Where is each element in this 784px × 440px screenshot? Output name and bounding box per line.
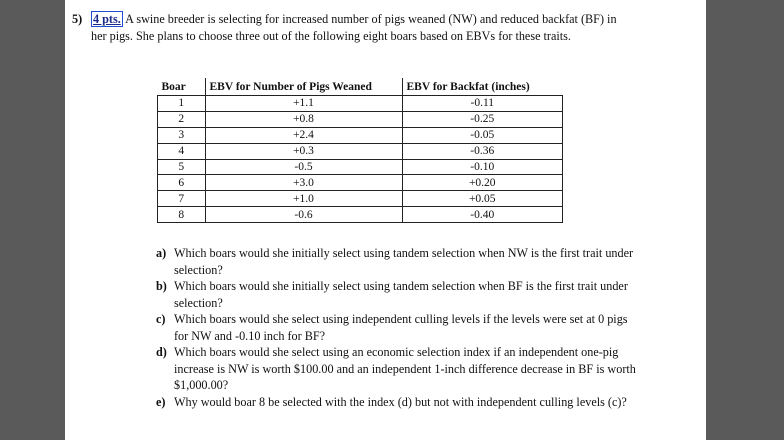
cell-boar: 6: [158, 175, 206, 191]
cell-ebv-bf: +0.05: [402, 191, 563, 207]
table-row: [158, 191, 563, 207]
cell-ebv-nw: -0.6: [205, 207, 402, 223]
table-row: [158, 159, 563, 175]
sub-question-c: [156, 311, 636, 344]
sub-question-b: [156, 278, 636, 311]
cell-boar: 2: [158, 111, 206, 127]
cell-ebv-nw: +1.0: [205, 191, 402, 207]
sub-question-label: d): [156, 345, 167, 359]
cell-boar: 7: [158, 191, 206, 207]
question-number: 5): [72, 12, 83, 26]
sub-question-text: Which boars would she select using independent culling levels if the levels were set at 0 pigs for NW and -0.10 inch for BF?: [174, 312, 628, 343]
sub-questions: [156, 245, 636, 410]
sub-question-text: Which boars would she initially select using tandem selection when BF is the first trait under selection?: [174, 279, 628, 310]
cell-ebv-bf: -0.40: [402, 207, 563, 223]
table-row: [158, 96, 563, 112]
table-body: [158, 96, 563, 223]
table-row: [158, 143, 563, 159]
cell-ebv-nw: +3.0: [205, 175, 402, 191]
cell-ebv-bf: -0.11: [402, 96, 563, 112]
sub-question-text: Which boars would she initially select using tandem selection when NW is the first trait under selection?: [174, 246, 634, 277]
header-ebv-nw: EBV for Number of Pigs Weaned: [205, 78, 402, 96]
sub-question-e: [156, 394, 636, 411]
table-row: [158, 175, 563, 191]
header-ebv-bf: EBV for Backfat (inches): [402, 78, 563, 96]
cell-boar: 1: [158, 96, 206, 112]
sub-question-label: c): [156, 312, 166, 326]
ebv-table: [157, 78, 563, 223]
points-link[interactable]: 4 pts.: [93, 12, 121, 26]
cell-ebv-bf: -0.10: [402, 159, 563, 175]
sub-question-label: b): [156, 279, 167, 293]
sub-question-text: Why would boar 8 be selected with the index (d) but not with independent culling levels (c)?: [174, 394, 627, 409]
cell-boar: 4: [158, 143, 206, 159]
cell-ebv-bf: -0.36: [402, 143, 563, 159]
table-row: [158, 111, 563, 127]
table-row: [158, 127, 563, 143]
cell-boar: 5: [158, 159, 206, 175]
cell-ebv-nw: +0.3: [205, 143, 402, 159]
table-header-row: [158, 78, 563, 96]
question-text: A swine breeder is selecting for increased number of pigs weaned (NW) and reduced backfat (BF) in her pigs. She plans to choose three out of the following eight boars based on EBVs for these traits.: [91, 12, 617, 43]
sub-question-label: e): [156, 394, 166, 409]
cell-ebv-nw: -0.5: [205, 159, 402, 175]
sub-question-text: Which boars would she select using an economic selection index if an independent one-pig increase is NW is worth $100.00 and an independent 1-inch difference decrease in BF is worth $1,000.00?: [174, 345, 636, 392]
sub-question-d: [156, 344, 636, 394]
question-block: [72, 11, 632, 44]
cell-ebv-nw: +0.8: [205, 111, 402, 127]
cell-ebv-bf: -0.05: [402, 127, 563, 143]
table-row: [158, 207, 563, 223]
cell-ebv-nw: +2.4: [205, 127, 402, 143]
header-boar: Boar: [158, 78, 206, 96]
cell-boar: 3: [158, 127, 206, 143]
cell-ebv-bf: +0.20: [402, 175, 563, 191]
sub-question-label: a): [156, 246, 167, 260]
cell-ebv-nw: +1.1: [205, 96, 402, 112]
cell-boar: 8: [158, 207, 206, 223]
sub-question-a: [156, 245, 636, 278]
cell-ebv-bf: -0.25: [402, 111, 563, 127]
